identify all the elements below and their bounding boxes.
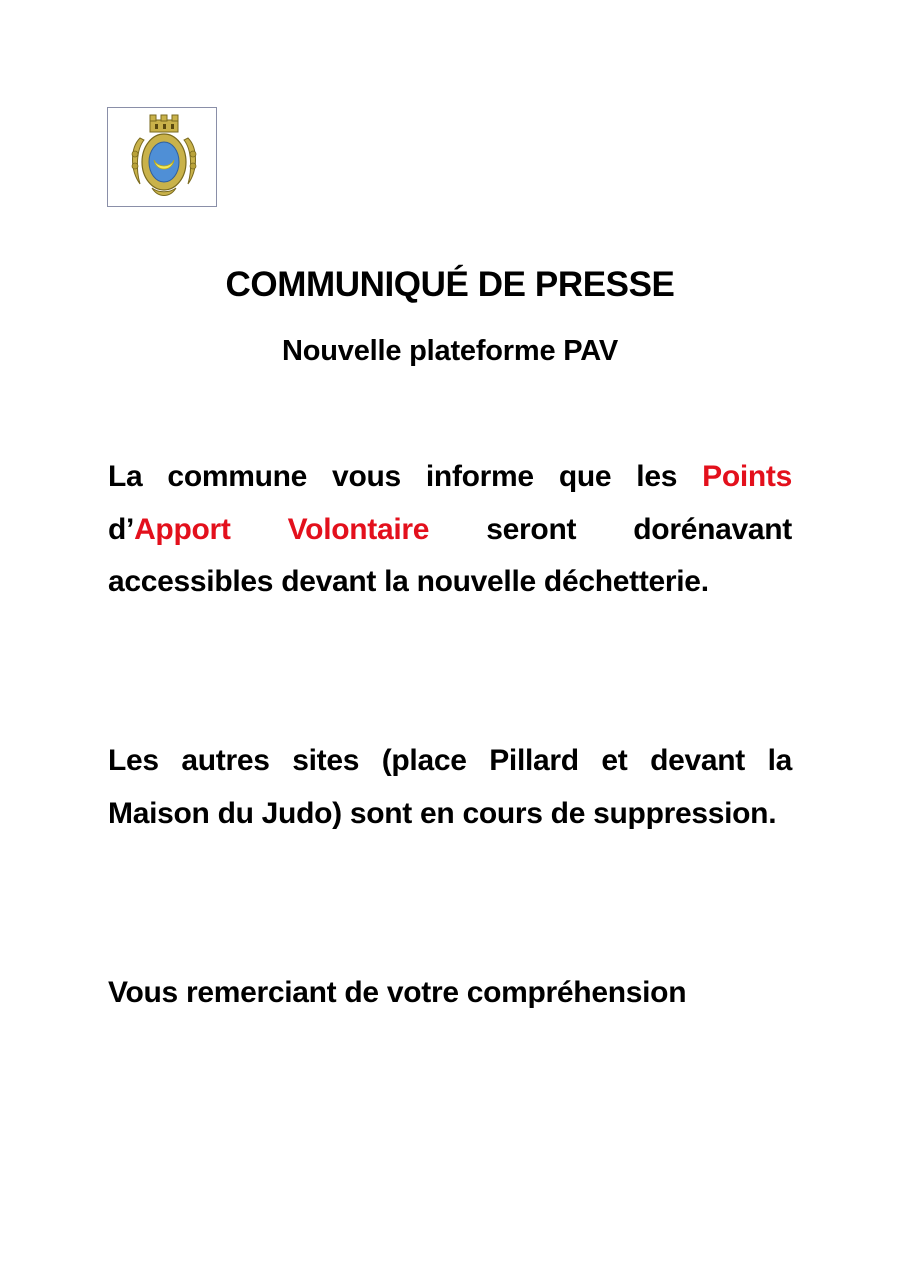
paragraph-points-apport <box>108 451 792 609</box>
paragraph-closing: Vous remerciant de votre compréhension <box>108 976 687 1009</box>
page-subtitle: Nouvelle plateforme PAV <box>282 335 618 367</box>
highlight-points: Points <box>702 460 792 493</box>
paragraph-text: La commune vous informe que les <box>108 460 703 493</box>
page-title: COMMUNIQUÉ DE PRESSE <box>225 265 675 304</box>
paragraph-text: seront dorénavant accessibles devant la nouvelle déchetterie. <box>108 512 792 598</box>
paragraph-text: d’ <box>108 512 135 546</box>
paragraph-other-sites: Les autres sites (place Pillard et devant la Maison du Judo) sont en cours de suppression. <box>108 744 792 830</box>
logo-frame <box>107 107 217 207</box>
highlight-apport-volontaire: Apport Volontaire <box>134 512 430 546</box>
coat-of-arms-icon <box>126 114 202 202</box>
